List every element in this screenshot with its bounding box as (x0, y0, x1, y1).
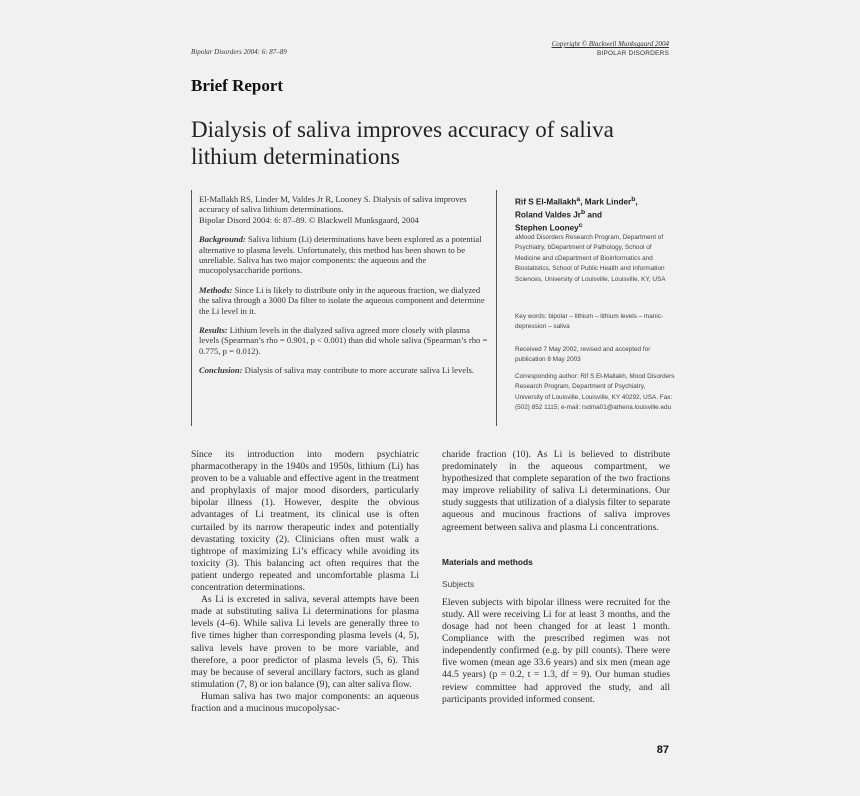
running-header-citation: Bipolar Disorders 2004: 6: 87–89 (191, 48, 287, 56)
methods-text: Since Li is likely to distribute only in the aqueous fraction, we dialyzed the saliva through a 3000 Da filter to isolate the aqueous component and determine the Li level in it. (199, 284, 485, 316)
intro-paragraph-1: Since its introduction into modern psychiatric pharmacotherapy in the 1940s and 1950s, lithium (Li) has proven to be a valuable and effective agent in the treatment and prophylaxis of major mood disorders, particularly bipolar illness (1). However, despite the obvious advantages of Li treatment, its clinical use is often curtailed by its narrow therapeutic index and potentially devastating toxicity (2). Clinicians often must walk a tightrope of maximizing Li’s efficacy while avoiding its toxicity (3). This balancing act often requires that the patient undergo repeated and uncomfortable plasma Li concentration determinations. (191, 449, 419, 594)
author-4-sup: c (578, 222, 583, 230)
abstract-results (199, 325, 489, 356)
results-label: Results: (199, 325, 228, 336)
intro-paragraph-continued: charide fraction (10). As Li is believed to distribute predominately in the aqueous compartment, we hypothesized that complete separation of the two fractions may improve reliability of saliva Li determinations. Our study suggests that utilization of a dialysis filter to separate aqueous and mucinous fractions of saliva improves agreement between saliva and plasma Li concentrations. (442, 449, 670, 533)
intro-paragraph-3: Human saliva has two major components: an aqueous fraction and a mucinous mucopolysac- (191, 690, 419, 714)
received-dates: Received 7 May 2002, revised and accepted for publication 8 May 2003 (515, 346, 651, 364)
citation-source: Bipolar Disord 2004: 6: 87–89. © Blackwell Munksgaard, 2004 (199, 214, 419, 225)
author-list: Rif S El-Mallakh$^a$, Mark Linder$^b$, Roland Valdes Jr$^b$ and Stephen Looney$^c$ (515, 196, 638, 234)
abstract-citation (199, 194, 489, 225)
author-3-sup: b (580, 209, 586, 217)
running-header-right (552, 40, 669, 58)
background-text: Saliva lithium (Li) determinations have been explored as a potential alternative to plasma levels. Unfortunately, this method has been shown to be unreliable. Saliva has two major components: the aqueous and the mucopolysaccharide portions. (199, 234, 482, 276)
author-3: Roland Valdes Jr (515, 210, 581, 220)
conclusion-label: Conclusion: (199, 365, 243, 376)
affiliations: aMood Disorders Research Program, Department of Psychiatry, bDepartment of Pathology, School of Medicine and cDepartment of Bioinformatics and Biostatistics, School of Public Health and Information Sciences, University of Louisville, Louisville, KY, USA (515, 234, 666, 283)
author-2-sup: b (631, 196, 636, 203)
author-2: , Mark Linder (580, 197, 632, 207)
author-1-sup: a (576, 196, 581, 203)
author-and: and (585, 210, 602, 220)
conclusion-text: Dialysis of saliva may contribute to more accurate saliva Li levels. (242, 365, 474, 376)
abstract-conclusion (199, 365, 489, 375)
copyright-line[interactable]: Copyright © Blackwell Munksgaard 2004 (551, 40, 669, 48)
citation-text: El-Mallakh RS, Linder M, Valdes Jr R, Looney S. Dialysis of saliva improves accuracy of saliva lithium determinations. (199, 194, 467, 215)
corresponding-author: Corresponding author: Rif S El-Mallakh, Mood Disorders Research Program, Department of Psychiatry, University of Louisville, Louisville, KY 40292, USA. Fax: (502) 852 1115; e-mail: rsdma01@athena.louisville.edu (515, 373, 675, 412)
methods-heading: Materials and methods (442, 556, 533, 567)
section-type-heading: Brief Report (191, 76, 284, 95)
results-text: Lithium levels in the dialyzed saliva agreed more closely with plasma levels (Spearman’s rho = 0.901, p < 0.001) than did whole saliva (Spearman’s rho = 0.775, p = 0.012). (199, 325, 488, 356)
subjects-subheading: Subjects (442, 578, 475, 589)
article-title: Dialysis of saliva improves accuracy of saliva lithium determinations (191, 117, 614, 169)
author-1: Rif S El-Mallakh (515, 197, 577, 207)
background-label: Background: (199, 234, 246, 245)
abstract-box (191, 190, 497, 426)
abstract-methods (199, 285, 489, 316)
intro-paragraph-2: As Li is excreted in saliva, several attempts have been made at substituting saliva Li determinations for plasma levels (4–6). While saliva Li levels are generally three to five times higher than corresponding plasma levels (4, 5), saliva levels have proven to be more variable, and therefore, a poor predictor of plasma levels (5, 6). This may be because of several ancillary factors, such as gland stimulation (7, 8) or ion balance (9), can alter saliva flow. (191, 594, 419, 690)
keywords: Key words: bipolar – lithium – lithium levels – manic-depression – saliva (515, 313, 664, 331)
subjects-paragraph: Eleven subjects with bipolar illness were recruited for the study. All were receiving Li for at least 3 months, and the dosage had not been changed for at least 1 month. Compliance with the prescribed regimen was not independently confirmed (e.g. by pill counts). There were five women (mean age 33.6 years) and six men (mean age 44.5 years) (p = 0.2, t = 1.3, df = 9). Our human studies review committee had approved the study, and all participants provided informed consent. (442, 596, 670, 705)
body-column-right (442, 449, 670, 706)
author-4: Stephen Looney (515, 224, 579, 234)
body-column-left (191, 449, 419, 715)
page-number: 87 (656, 744, 669, 756)
journal-name: BIPOLAR DISORDERS (596, 50, 669, 57)
methods-label: Methods: (199, 284, 233, 295)
abstract-background (199, 234, 489, 276)
